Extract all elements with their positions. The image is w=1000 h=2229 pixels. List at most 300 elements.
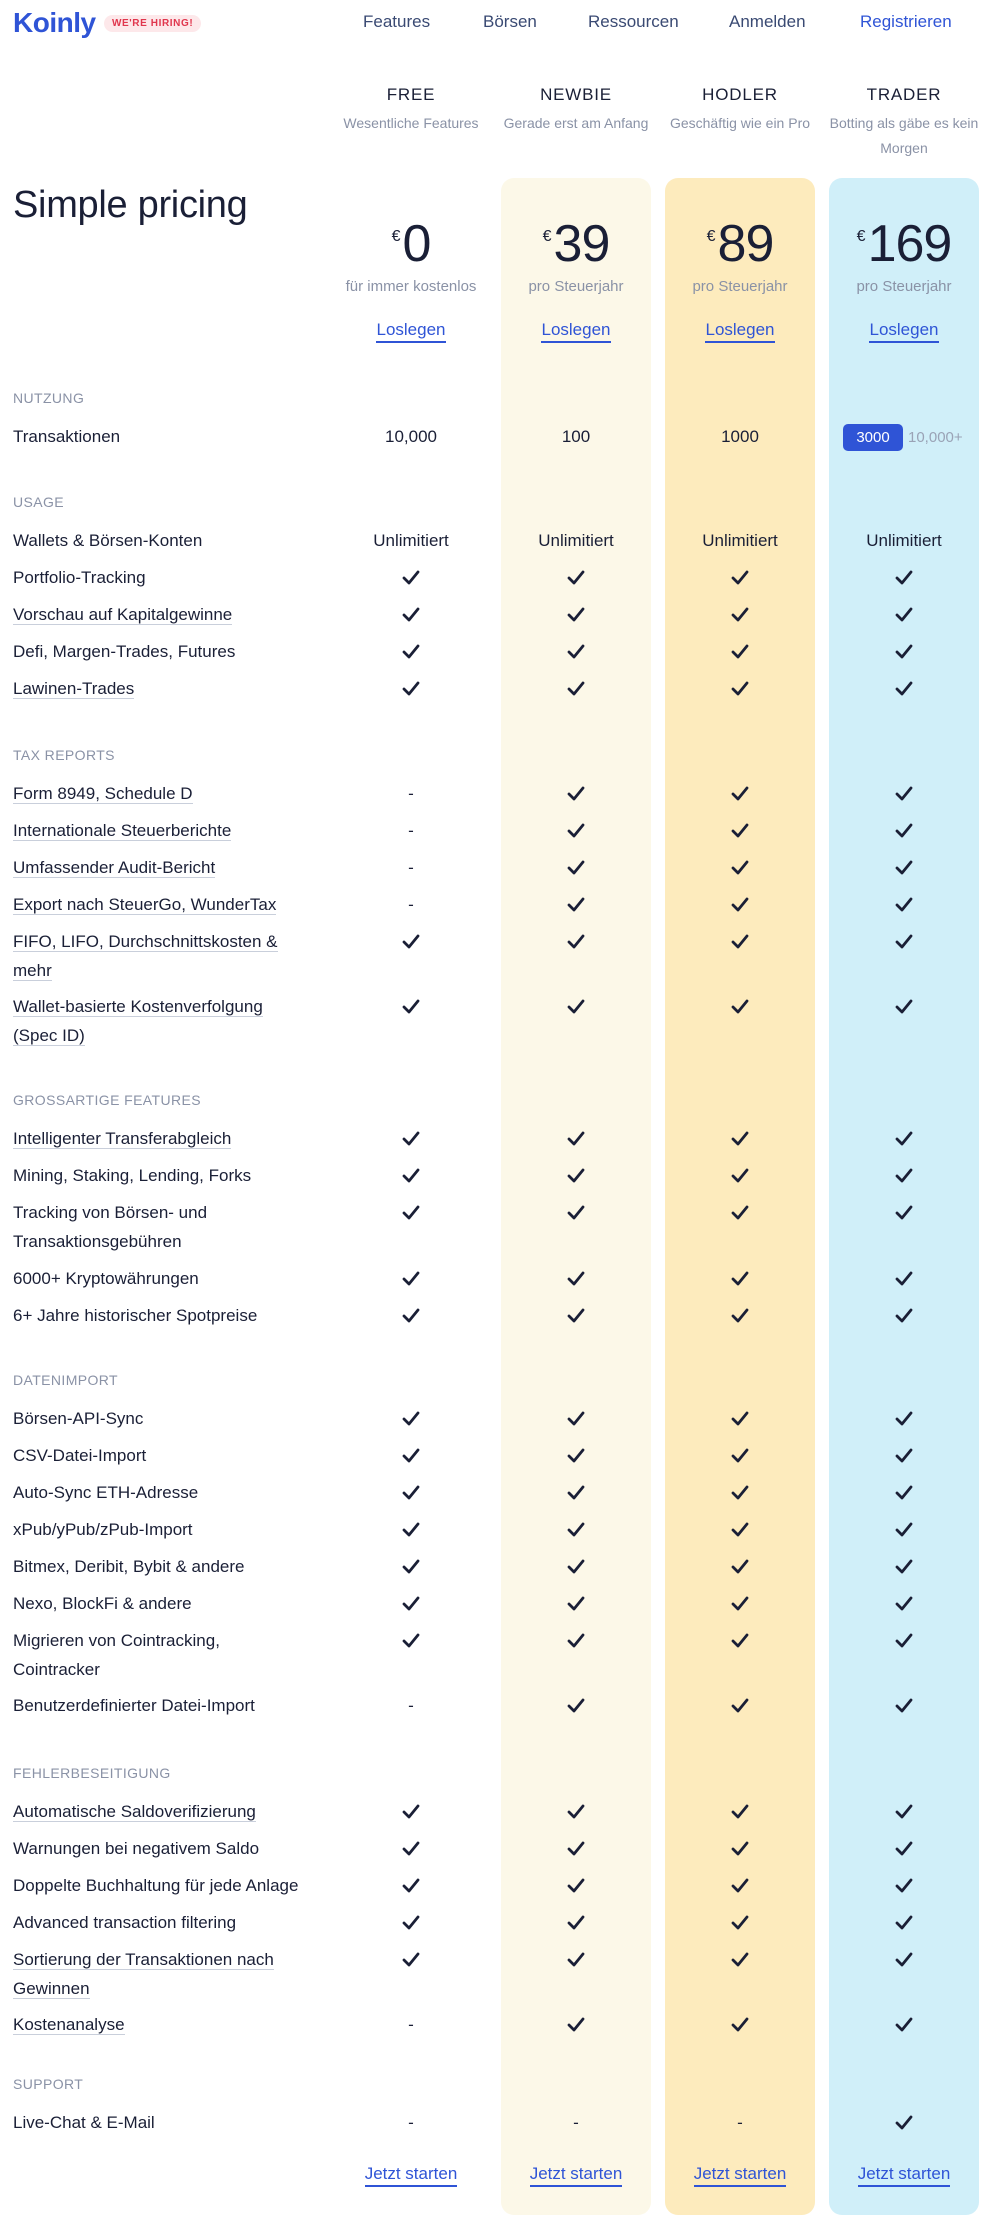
feature-label xyxy=(13,600,303,629)
check-icon xyxy=(731,1797,749,1826)
feature-label xyxy=(13,2108,303,2137)
check-icon xyxy=(895,1691,913,1720)
feature-label xyxy=(13,2010,303,2039)
plan-cell-hodler xyxy=(658,600,822,629)
feature-label-text: Auto-Sync ETH-Adresse xyxy=(13,1483,199,1502)
feature-label xyxy=(13,1264,303,1293)
plan-price-free xyxy=(329,214,493,274)
plan-cell-free xyxy=(329,2108,493,2137)
koinly-logo[interactable]: Koinly xyxy=(13,7,96,38)
plan-cell-newbie xyxy=(494,779,658,808)
price-amount: 89 xyxy=(717,215,774,273)
check-icon xyxy=(567,1626,585,1655)
check-icon xyxy=(567,1945,585,1974)
plan-name-hodler: HODLER xyxy=(702,85,778,104)
section-title: TAX REPORTS xyxy=(13,747,115,763)
not-included-dash: - xyxy=(408,1696,414,1715)
get-started-link-newbie[interactable] xyxy=(494,320,658,340)
feature-label-text[interactable]: Automatische Saldoverifizierung xyxy=(13,1802,256,1821)
check-icon xyxy=(402,637,420,666)
plan-cell-free xyxy=(329,1871,493,1900)
check-icon xyxy=(895,563,913,592)
feature-label xyxy=(13,1404,303,1433)
check-icon xyxy=(567,1264,585,1293)
feature-label-text[interactable]: Form 8949, Schedule D xyxy=(13,784,193,803)
plan-cell-newbie xyxy=(494,600,658,629)
plan-cell-free xyxy=(329,1124,493,1153)
plan-cell-free xyxy=(329,2010,493,2039)
plan-cell-hodler xyxy=(658,1515,822,1544)
plan-cell-newbie xyxy=(494,1552,658,1581)
price-note-free: für immer kostenlos xyxy=(345,278,477,295)
check-icon xyxy=(567,1834,585,1863)
plan-cell-trader xyxy=(822,1945,986,1974)
feature-label-text: Warnungen bei negativem Saldo xyxy=(13,1839,260,1858)
plan-cell-hodler xyxy=(658,1871,822,1900)
check-icon xyxy=(567,853,585,882)
check-icon xyxy=(567,600,585,629)
check-icon xyxy=(895,1945,913,1974)
plan-cell-hodler xyxy=(658,1626,822,1655)
not-included-dash: - xyxy=(573,2113,579,2132)
check-icon xyxy=(731,1871,749,1900)
price-amount: 39 xyxy=(553,215,610,273)
price-amount: 0 xyxy=(402,215,431,273)
check-icon xyxy=(567,927,585,956)
feature-label-text[interactable]: Lawinen-Trades xyxy=(13,679,135,698)
check-icon xyxy=(567,1124,585,1153)
feature-label-text[interactable]: Wallet-basierte Kostenverfolgung (Spec ID) xyxy=(13,997,263,1045)
plan-cell-hodler xyxy=(658,563,822,592)
plan-cell-free xyxy=(329,600,493,629)
check-icon xyxy=(567,1908,585,1937)
plan-cell-free xyxy=(329,890,493,919)
feature-label xyxy=(13,853,303,882)
plan-cell-trader xyxy=(822,1797,986,1826)
plan-cell-trader xyxy=(822,1908,986,1937)
check-icon xyxy=(402,1441,420,1470)
plan-cell-newbie xyxy=(494,1264,658,1293)
cta-label[interactable]: Jetzt starten xyxy=(530,2164,623,2187)
get-started-link-hodler[interactable] xyxy=(658,320,822,340)
start-now-link-free[interactable] xyxy=(329,2164,493,2184)
get-started-link-free[interactable] xyxy=(329,320,493,340)
plan-cell-trader xyxy=(822,1871,986,1900)
check-icon xyxy=(402,1198,420,1227)
plan-cell-free xyxy=(329,927,493,956)
start-now-link-trader[interactable] xyxy=(822,2164,986,2184)
check-icon xyxy=(567,992,585,1021)
plan-cell-free xyxy=(329,1264,493,1293)
plan-cell-hodler xyxy=(658,2010,822,2039)
plan-cell-free xyxy=(329,1161,493,1190)
feature-label-text: Migrieren von Cointracking, Cointracker xyxy=(13,1631,220,1679)
check-icon xyxy=(731,1301,749,1330)
check-icon xyxy=(731,637,749,666)
plan-cell-hodler xyxy=(658,1264,822,1293)
check-icon xyxy=(731,1908,749,1937)
plan-cell-hodler xyxy=(658,992,822,1021)
plan-price-hodler xyxy=(658,214,822,274)
check-icon xyxy=(731,1589,749,1618)
price-amount: 169 xyxy=(867,215,952,273)
nav-anmelden[interactable]: Anmelden xyxy=(729,12,806,31)
feature-label xyxy=(13,1301,303,1330)
plan-cell-free xyxy=(329,1797,493,1826)
cta-label[interactable]: Loslegen xyxy=(541,320,610,343)
check-icon xyxy=(402,1515,420,1544)
plan-description-trader: Botting als gäbe es kein Morgen xyxy=(829,115,979,156)
check-icon xyxy=(402,1301,420,1330)
plan-cell-newbie xyxy=(494,1404,658,1433)
feature-label-text[interactable]: Umfassender Audit-Bericht xyxy=(13,858,216,877)
plan-cell-free xyxy=(329,779,493,808)
check-icon xyxy=(731,563,749,592)
check-icon xyxy=(895,674,913,703)
check-icon xyxy=(895,637,913,666)
plan-cell-newbie xyxy=(494,1691,658,1720)
plan-cell-trader xyxy=(822,2010,986,2039)
not-included-dash: - xyxy=(408,2113,414,2132)
check-icon xyxy=(402,1589,420,1618)
currency-symbol: € xyxy=(706,228,716,245)
plan-cell-trader xyxy=(822,674,986,703)
check-icon xyxy=(402,1797,420,1826)
plan-cell-newbie xyxy=(494,1124,658,1153)
feature-label xyxy=(13,1198,303,1256)
plan-cell-trader xyxy=(822,1691,986,1720)
check-icon xyxy=(731,853,749,882)
feature-label xyxy=(13,526,303,555)
check-icon xyxy=(895,1124,913,1153)
check-icon xyxy=(567,1552,585,1581)
check-icon xyxy=(731,779,749,808)
plan-cell-trader xyxy=(822,1626,986,1655)
feature-label xyxy=(13,1871,303,1900)
plan-cell-trader xyxy=(822,1301,986,1330)
check-icon xyxy=(567,1589,585,1618)
check-icon xyxy=(895,1797,913,1826)
get-started-link-trader[interactable] xyxy=(822,320,986,340)
transaction-tier-3000-button[interactable]: 3000 xyxy=(843,424,903,451)
feature-label-text: Benutzerdefinierter Datei-Import xyxy=(13,1696,255,1715)
check-icon xyxy=(731,674,749,703)
feature-label-text: Portfolio-Tracking xyxy=(13,568,146,587)
plan-cell-free xyxy=(329,992,493,1021)
plan-cell-hodler xyxy=(658,422,822,451)
plan-cell-newbie xyxy=(494,853,658,882)
check-icon xyxy=(895,2010,913,2039)
check-icon xyxy=(895,1552,913,1581)
check-icon xyxy=(731,1124,749,1153)
plan-cell-hodler xyxy=(658,1908,822,1937)
check-icon xyxy=(895,816,913,845)
feature-label-text: CSV-Datei-Import xyxy=(13,1446,147,1465)
plan-cell-hodler xyxy=(658,927,822,956)
section-title: NUTZUNG xyxy=(13,390,85,406)
check-icon xyxy=(731,890,749,919)
cta-label[interactable]: Jetzt starten xyxy=(365,2164,458,2187)
cta-label[interactable]: Jetzt starten xyxy=(694,2164,787,2187)
plan-cell-free xyxy=(329,853,493,882)
plan-cell-trader xyxy=(822,563,986,592)
check-icon xyxy=(731,816,749,845)
plan-cell-hodler xyxy=(658,2108,822,2137)
plan-cell-trader xyxy=(822,1478,986,1507)
plan-cell-newbie xyxy=(494,890,658,919)
plan-cell-newbie xyxy=(494,1515,658,1544)
plan-name-trader: TRADER xyxy=(866,85,942,104)
plan-cell-hodler xyxy=(658,1124,822,1153)
feature-label xyxy=(13,1908,303,1937)
plan-cell-hodler xyxy=(658,816,822,845)
check-icon xyxy=(731,1441,749,1470)
check-icon xyxy=(895,1478,913,1507)
plan-cell-free xyxy=(329,1404,493,1433)
plan-cell-newbie xyxy=(494,1945,658,1974)
plan-cell-trader xyxy=(822,1404,986,1433)
currency-symbol: € xyxy=(856,228,866,245)
cell-value: Unlimitiert xyxy=(373,531,449,550)
check-icon xyxy=(895,1871,913,1900)
feature-label xyxy=(13,1945,303,2003)
feature-label xyxy=(13,1797,303,1826)
feature-label-text[interactable]: Kostenanalyse xyxy=(13,2015,125,2034)
check-icon xyxy=(567,1797,585,1826)
check-icon xyxy=(731,927,749,956)
not-included-dash: - xyxy=(737,2113,743,2132)
feature-label-text: 6+ Jahre historischer Spotpreise xyxy=(13,1306,258,1325)
plan-cell-hodler xyxy=(658,1478,822,1507)
plan-cell-free xyxy=(329,1441,493,1470)
section-title: SUPPORT xyxy=(13,2076,84,2092)
currency-symbol: € xyxy=(391,228,401,245)
feature-label-text: Nexo, BlockFi & andere xyxy=(13,1594,192,1613)
plan-cell-hodler xyxy=(658,1691,822,1720)
check-icon xyxy=(895,927,913,956)
plan-cell-trader xyxy=(822,1834,986,1863)
check-icon xyxy=(731,1264,749,1293)
plan-cell-hodler xyxy=(658,1797,822,1826)
plan-cell-newbie xyxy=(494,1797,658,1826)
check-icon xyxy=(402,600,420,629)
feature-label-text: xPub/yPub/zPub-Import xyxy=(13,1520,193,1539)
plan-cell-newbie xyxy=(494,816,658,845)
plan-cell-hodler xyxy=(658,1589,822,1618)
cta-label[interactable]: Loslegen xyxy=(869,320,938,343)
check-icon xyxy=(895,992,913,1021)
plan-cell-newbie xyxy=(494,1871,658,1900)
feature-label-text[interactable]: Vorschau auf Kapitalgewinne xyxy=(13,605,233,624)
plan-cell-hodler xyxy=(658,853,822,882)
feature-label-text[interactable]: Sortierung der Transaktionen nach Gewinnen xyxy=(13,1950,274,1998)
not-included-dash: - xyxy=(408,858,414,877)
check-icon xyxy=(567,1198,585,1227)
check-icon xyxy=(567,674,585,703)
feature-label-text: Wallets & Börsen-Konten xyxy=(13,531,203,550)
plan-cell-trader xyxy=(822,1198,986,1227)
check-icon xyxy=(731,1834,749,1863)
plan-cell-free xyxy=(329,637,493,666)
check-icon xyxy=(895,1515,913,1544)
feature-label xyxy=(13,1626,303,1684)
plan-cell-newbie xyxy=(494,1198,658,1227)
plan-cell-trader xyxy=(822,890,986,919)
check-icon xyxy=(731,1626,749,1655)
plan-cell-newbie xyxy=(494,992,658,1021)
page-title: Simple pricing xyxy=(13,184,248,226)
feature-label xyxy=(13,637,303,666)
feature-label xyxy=(13,674,303,703)
check-icon xyxy=(402,1945,420,1974)
start-now-link-hodler[interactable] xyxy=(658,2164,822,2184)
plan-cell-trader xyxy=(822,1441,986,1470)
check-icon xyxy=(402,563,420,592)
plan-cell-free xyxy=(329,816,493,845)
check-icon xyxy=(895,1404,913,1433)
plan-cell-trader xyxy=(822,816,986,845)
cell-value: 1000 xyxy=(721,427,759,446)
plan-cell-newbie xyxy=(494,1908,658,1937)
check-icon xyxy=(402,674,420,703)
cta-label[interactable]: Loslegen xyxy=(376,320,445,343)
feature-label xyxy=(13,816,303,845)
feature-label xyxy=(13,1589,303,1618)
check-icon xyxy=(731,600,749,629)
price-note-newbie: pro Steuerjahr xyxy=(528,278,624,295)
plan-cell-newbie xyxy=(494,674,658,703)
feature-label-text: Advanced transaction filtering xyxy=(13,1913,237,1932)
currency-symbol: € xyxy=(542,228,552,245)
check-icon xyxy=(895,890,913,919)
plan-cell-hodler xyxy=(658,890,822,919)
plan-cell-newbie xyxy=(494,526,658,555)
feature-label xyxy=(13,1515,303,1544)
check-icon xyxy=(895,2108,913,2137)
section-title: GROSSARTIGE FEATURES xyxy=(13,1092,201,1108)
feature-label xyxy=(13,1552,303,1581)
check-icon xyxy=(731,1552,749,1581)
check-icon xyxy=(402,1161,420,1190)
check-icon xyxy=(895,1626,913,1655)
plan-price-trader xyxy=(822,214,986,274)
check-icon xyxy=(402,1404,420,1433)
plan-cell-newbie xyxy=(494,2108,658,2137)
plan-price-newbie xyxy=(494,214,658,274)
plan-cell-trader xyxy=(822,853,986,882)
check-icon xyxy=(567,563,585,592)
plan-cell-hodler xyxy=(658,1552,822,1581)
check-icon xyxy=(567,779,585,808)
check-icon xyxy=(895,600,913,629)
plan-cell-trader xyxy=(822,526,986,555)
plan-cell-free xyxy=(329,1301,493,1330)
feature-label xyxy=(13,1161,303,1190)
feature-label-text[interactable]: FIFO, LIFO, Durchschnittskosten & mehr xyxy=(13,932,278,980)
check-icon xyxy=(567,2010,585,2039)
nav-boersen[interactable]: Börsen xyxy=(483,12,537,31)
feature-label xyxy=(13,992,303,1050)
plan-description-free: Wesentliche Features xyxy=(343,115,479,131)
check-icon xyxy=(567,1871,585,1900)
plan-cell-free xyxy=(329,526,493,555)
plan-cell-hodler xyxy=(658,1945,822,1974)
feature-label xyxy=(13,1691,303,1720)
nav-features[interactable]: Features xyxy=(363,12,431,31)
feature-label-text[interactable]: Intelligenter Transferabgleich xyxy=(13,1129,232,1148)
not-included-dash: - xyxy=(408,784,414,803)
plan-cell-trader xyxy=(822,1589,986,1618)
plan-cell-trader xyxy=(822,992,986,1021)
plan-cell-hodler xyxy=(658,1161,822,1190)
plan-description-hodler: Geschäftig wie ein Pro xyxy=(669,115,811,131)
check-icon xyxy=(567,1301,585,1330)
plan-cell-hodler xyxy=(658,1441,822,1470)
start-now-link-newbie[interactable] xyxy=(494,2164,658,2184)
plan-cell-trader xyxy=(822,600,986,629)
check-icon xyxy=(731,1945,749,1974)
plan-cell-hodler xyxy=(658,526,822,555)
feature-label-text[interactable]: Internationale Steuerberichte xyxy=(13,821,232,840)
plan-cell-free xyxy=(329,1691,493,1720)
check-icon xyxy=(731,1404,749,1433)
plan-cell-newbie xyxy=(494,1441,658,1470)
cta-label[interactable]: Loslegen xyxy=(705,320,774,343)
plan-cell-hodler xyxy=(658,1198,822,1227)
plan-cell-free xyxy=(329,1552,493,1581)
plan-cell-free xyxy=(329,1908,493,1937)
hiring-badge[interactable]: WE'RE HIRING! xyxy=(104,15,201,32)
feature-label xyxy=(13,1124,303,1153)
plan-cell-free xyxy=(329,674,493,703)
check-icon xyxy=(402,1478,420,1507)
check-icon xyxy=(402,1834,420,1863)
check-icon xyxy=(402,1626,420,1655)
plan-cell-hodler xyxy=(658,674,822,703)
feature-label-text: Doppelte Buchhaltung für jede Anlage xyxy=(13,1876,299,1895)
feature-label-text: Börsen-API-Sync xyxy=(13,1409,144,1428)
check-icon xyxy=(895,1908,913,1937)
feature-label-text: Transaktionen xyxy=(13,427,121,446)
feature-label-text: 6000+ Kryptowährungen xyxy=(13,1269,199,1288)
section-title: USAGE xyxy=(13,494,65,510)
plan-cell-trader xyxy=(822,927,986,956)
plan-cell-newbie xyxy=(494,2010,658,2039)
check-icon xyxy=(895,1589,913,1618)
plan-cell-hodler xyxy=(658,1301,822,1330)
check-icon xyxy=(731,992,749,1021)
plan-cell-newbie xyxy=(494,1626,658,1655)
plan-cell-trader xyxy=(822,1552,986,1581)
check-icon xyxy=(731,1478,749,1507)
transaction-tier-10000-option[interactable]: 10,000+ xyxy=(908,429,963,446)
feature-label xyxy=(13,779,303,808)
plan-cell-trader xyxy=(822,2108,986,2137)
check-icon xyxy=(895,1198,913,1227)
plan-cell-free xyxy=(329,1945,493,1974)
feature-label-text[interactable]: Export nach SteuerGo, WunderTax xyxy=(13,895,277,914)
nav-registrieren[interactable]: Registrieren xyxy=(860,12,952,31)
nav-ressourcen[interactable]: Ressourcen xyxy=(588,12,679,31)
plan-cell-free xyxy=(329,1198,493,1227)
check-icon xyxy=(402,1552,420,1581)
check-icon xyxy=(731,1161,749,1190)
check-icon xyxy=(567,1441,585,1470)
cta-label[interactable]: Jetzt starten xyxy=(858,2164,951,2187)
plan-cell-newbie xyxy=(494,1478,658,1507)
plan-cell-newbie xyxy=(494,422,658,451)
plan-cell-newbie xyxy=(494,927,658,956)
